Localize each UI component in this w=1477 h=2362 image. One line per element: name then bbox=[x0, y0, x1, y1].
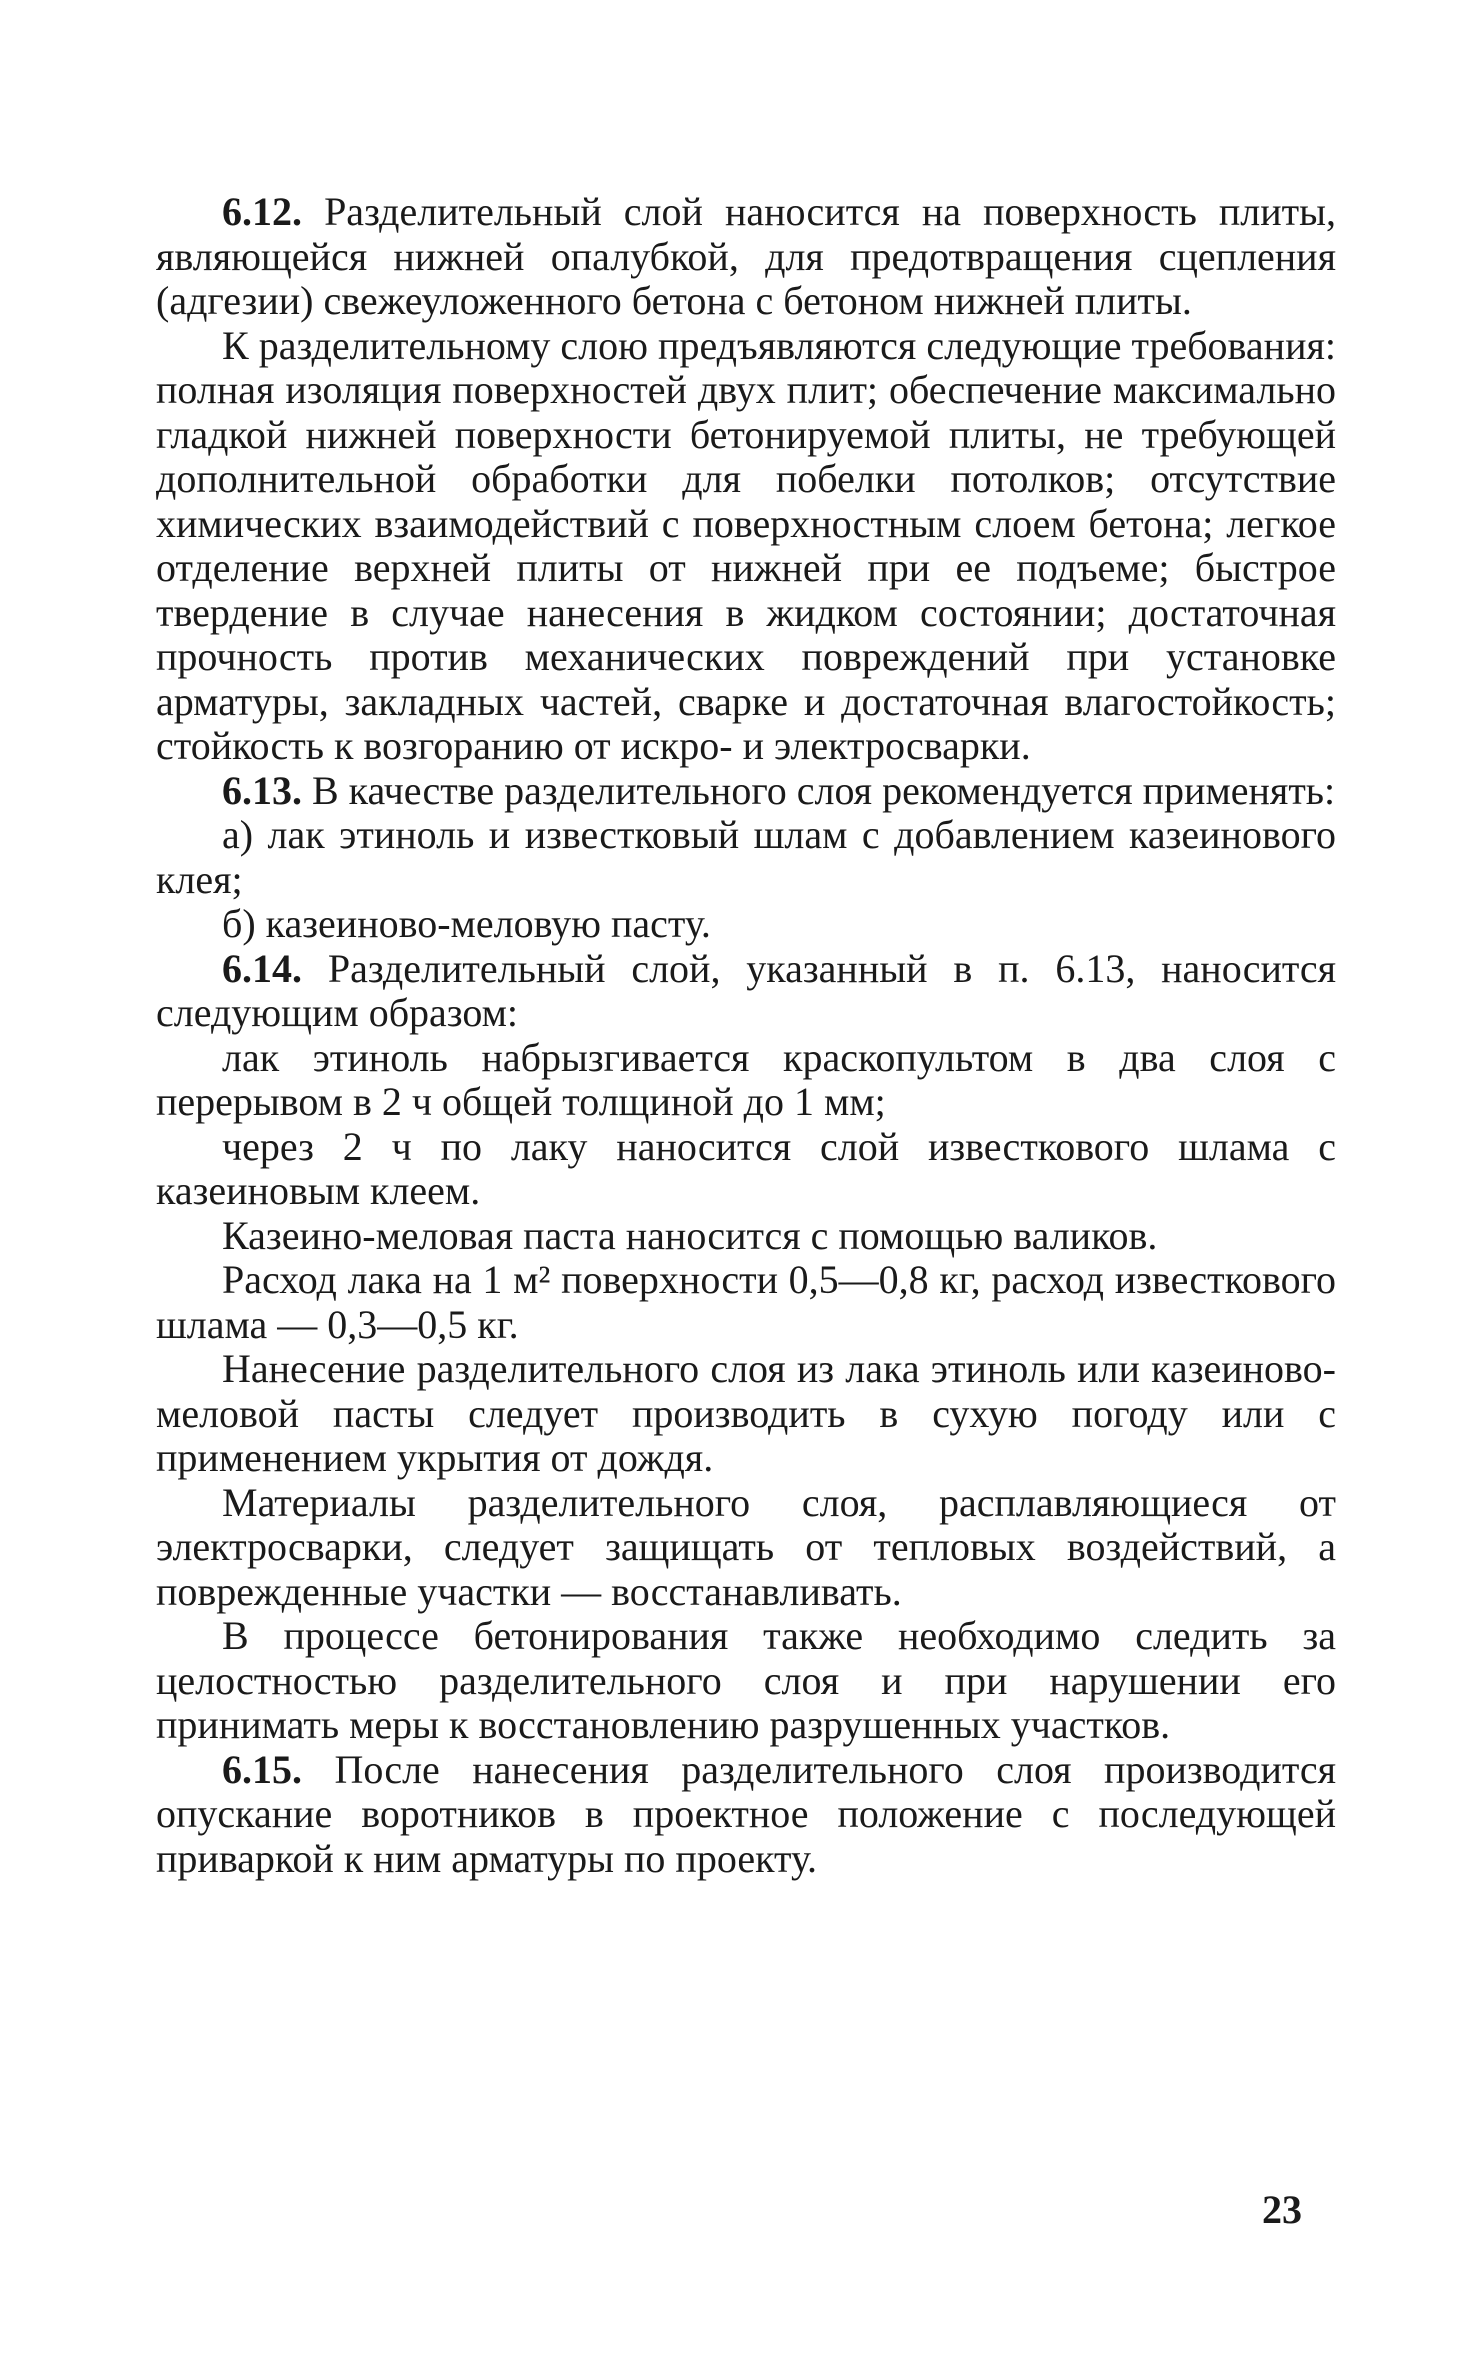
paragraph-6-15 bbox=[156, 1748, 1336, 1882]
paragraph-text: лак этиноль набрызгивается краскопультом в два слоя с перерывом в 2 ч общей толщиной до 1 мм; bbox=[156, 1034, 1336, 1124]
paragraph-concreting bbox=[156, 1614, 1336, 1748]
paragraph-6-12 bbox=[156, 190, 1336, 324]
paragraph-text: а) лак этиноль и известковый шлам с добавлением казеинового клея; bbox=[156, 812, 1336, 902]
list-item-a bbox=[156, 813, 1336, 902]
paragraph-lacquer bbox=[156, 1036, 1336, 1125]
paragraph-weather bbox=[156, 1347, 1336, 1481]
paragraph-text: Нанесение разделительного слоя из лака этиноль или казеиново-меловой пасты следует производить в сухую погоду или с применением укрытия от дождя. bbox=[156, 1346, 1336, 1480]
paragraph-text: В качестве разделительного слоя рекомендуется применять: bbox=[302, 767, 1336, 813]
paragraph-text: В процессе бетонирования также необходимо следить за целостностью разделительного слоя и при нарушении его принимать меры к восстановлению разрушенных участков. bbox=[156, 1613, 1336, 1747]
section-number: 6.14. bbox=[222, 945, 302, 991]
paragraph-text: Расход лака на 1 м² поверхности 0,5—0,8 кг, расход известкового шлама — 0,3—0,5 кг. bbox=[156, 1257, 1336, 1347]
paragraph-text: Казеино-меловая паста наносится с помощью валиков. bbox=[222, 1212, 1158, 1258]
paragraph-text: К разделительному слою предъявляются следующие требования: полная изоляция поверхностей двух плит; обеспечение максимально гладкой нижней поверхности бетонируемой плиты, не требующей дополнительной обработки для побелки потолков; отсутствие химических взаимодействий с поверхностным слоем бетона; легкое отделение верхней плиты от нижней при ее подъеме; быстрое твердение в случае нанесения в жидком состоянии; достаточная прочность против механических повреждений при установке арматуры, закладных частей, сварке и достаточная влагостойкость; стойкость к возгоранию от искро- и электросварки. bbox=[156, 322, 1336, 768]
paragraph-text: Материалы разделительного слоя, расплавляющиеся от электросварки, следует защищать от тепловых воздействий, а поврежденные участки — восстанавливать. bbox=[156, 1479, 1336, 1614]
paragraph-requirements bbox=[156, 324, 1336, 769]
paragraph-paste bbox=[156, 1214, 1336, 1259]
page-number: 23 bbox=[1262, 2187, 1302, 2232]
paragraph-6-13 bbox=[156, 769, 1336, 814]
paragraph-text: через 2 ч по лаку наносится слой известкового шлама с казеиновым клеем. bbox=[156, 1123, 1336, 1213]
paragraph-text: После нанесения разделительного слоя производится опускание воротников в проектное положение с последующей приваркой к ним арматуры по проекту. bbox=[156, 1746, 1336, 1881]
paragraph-after-2h bbox=[156, 1125, 1336, 1214]
paragraph-consumption bbox=[156, 1258, 1336, 1347]
section-number: 6.12. bbox=[222, 189, 302, 234]
paragraph-text: Разделительный слой, указанный в п. 6.13, наносится следующим образом: bbox=[156, 945, 1336, 1035]
paragraph-text: б) казеиново-меловую пасту. bbox=[222, 901, 711, 946]
page-body bbox=[156, 190, 1336, 1881]
paragraph-text: Разделительный слой наносится на поверхность плиты, являющейся нижней опалубкой, для предотвращения сцепления (адгезии) свежеуложенного бетона с бетоном нижней плиты. bbox=[156, 189, 1336, 323]
section-number: 6.15. bbox=[222, 1746, 302, 1792]
section-number: 6.13. bbox=[222, 767, 302, 813]
paragraph-materials bbox=[156, 1481, 1336, 1615]
list-item-b bbox=[156, 902, 1336, 947]
paragraph-6-14 bbox=[156, 947, 1336, 1036]
